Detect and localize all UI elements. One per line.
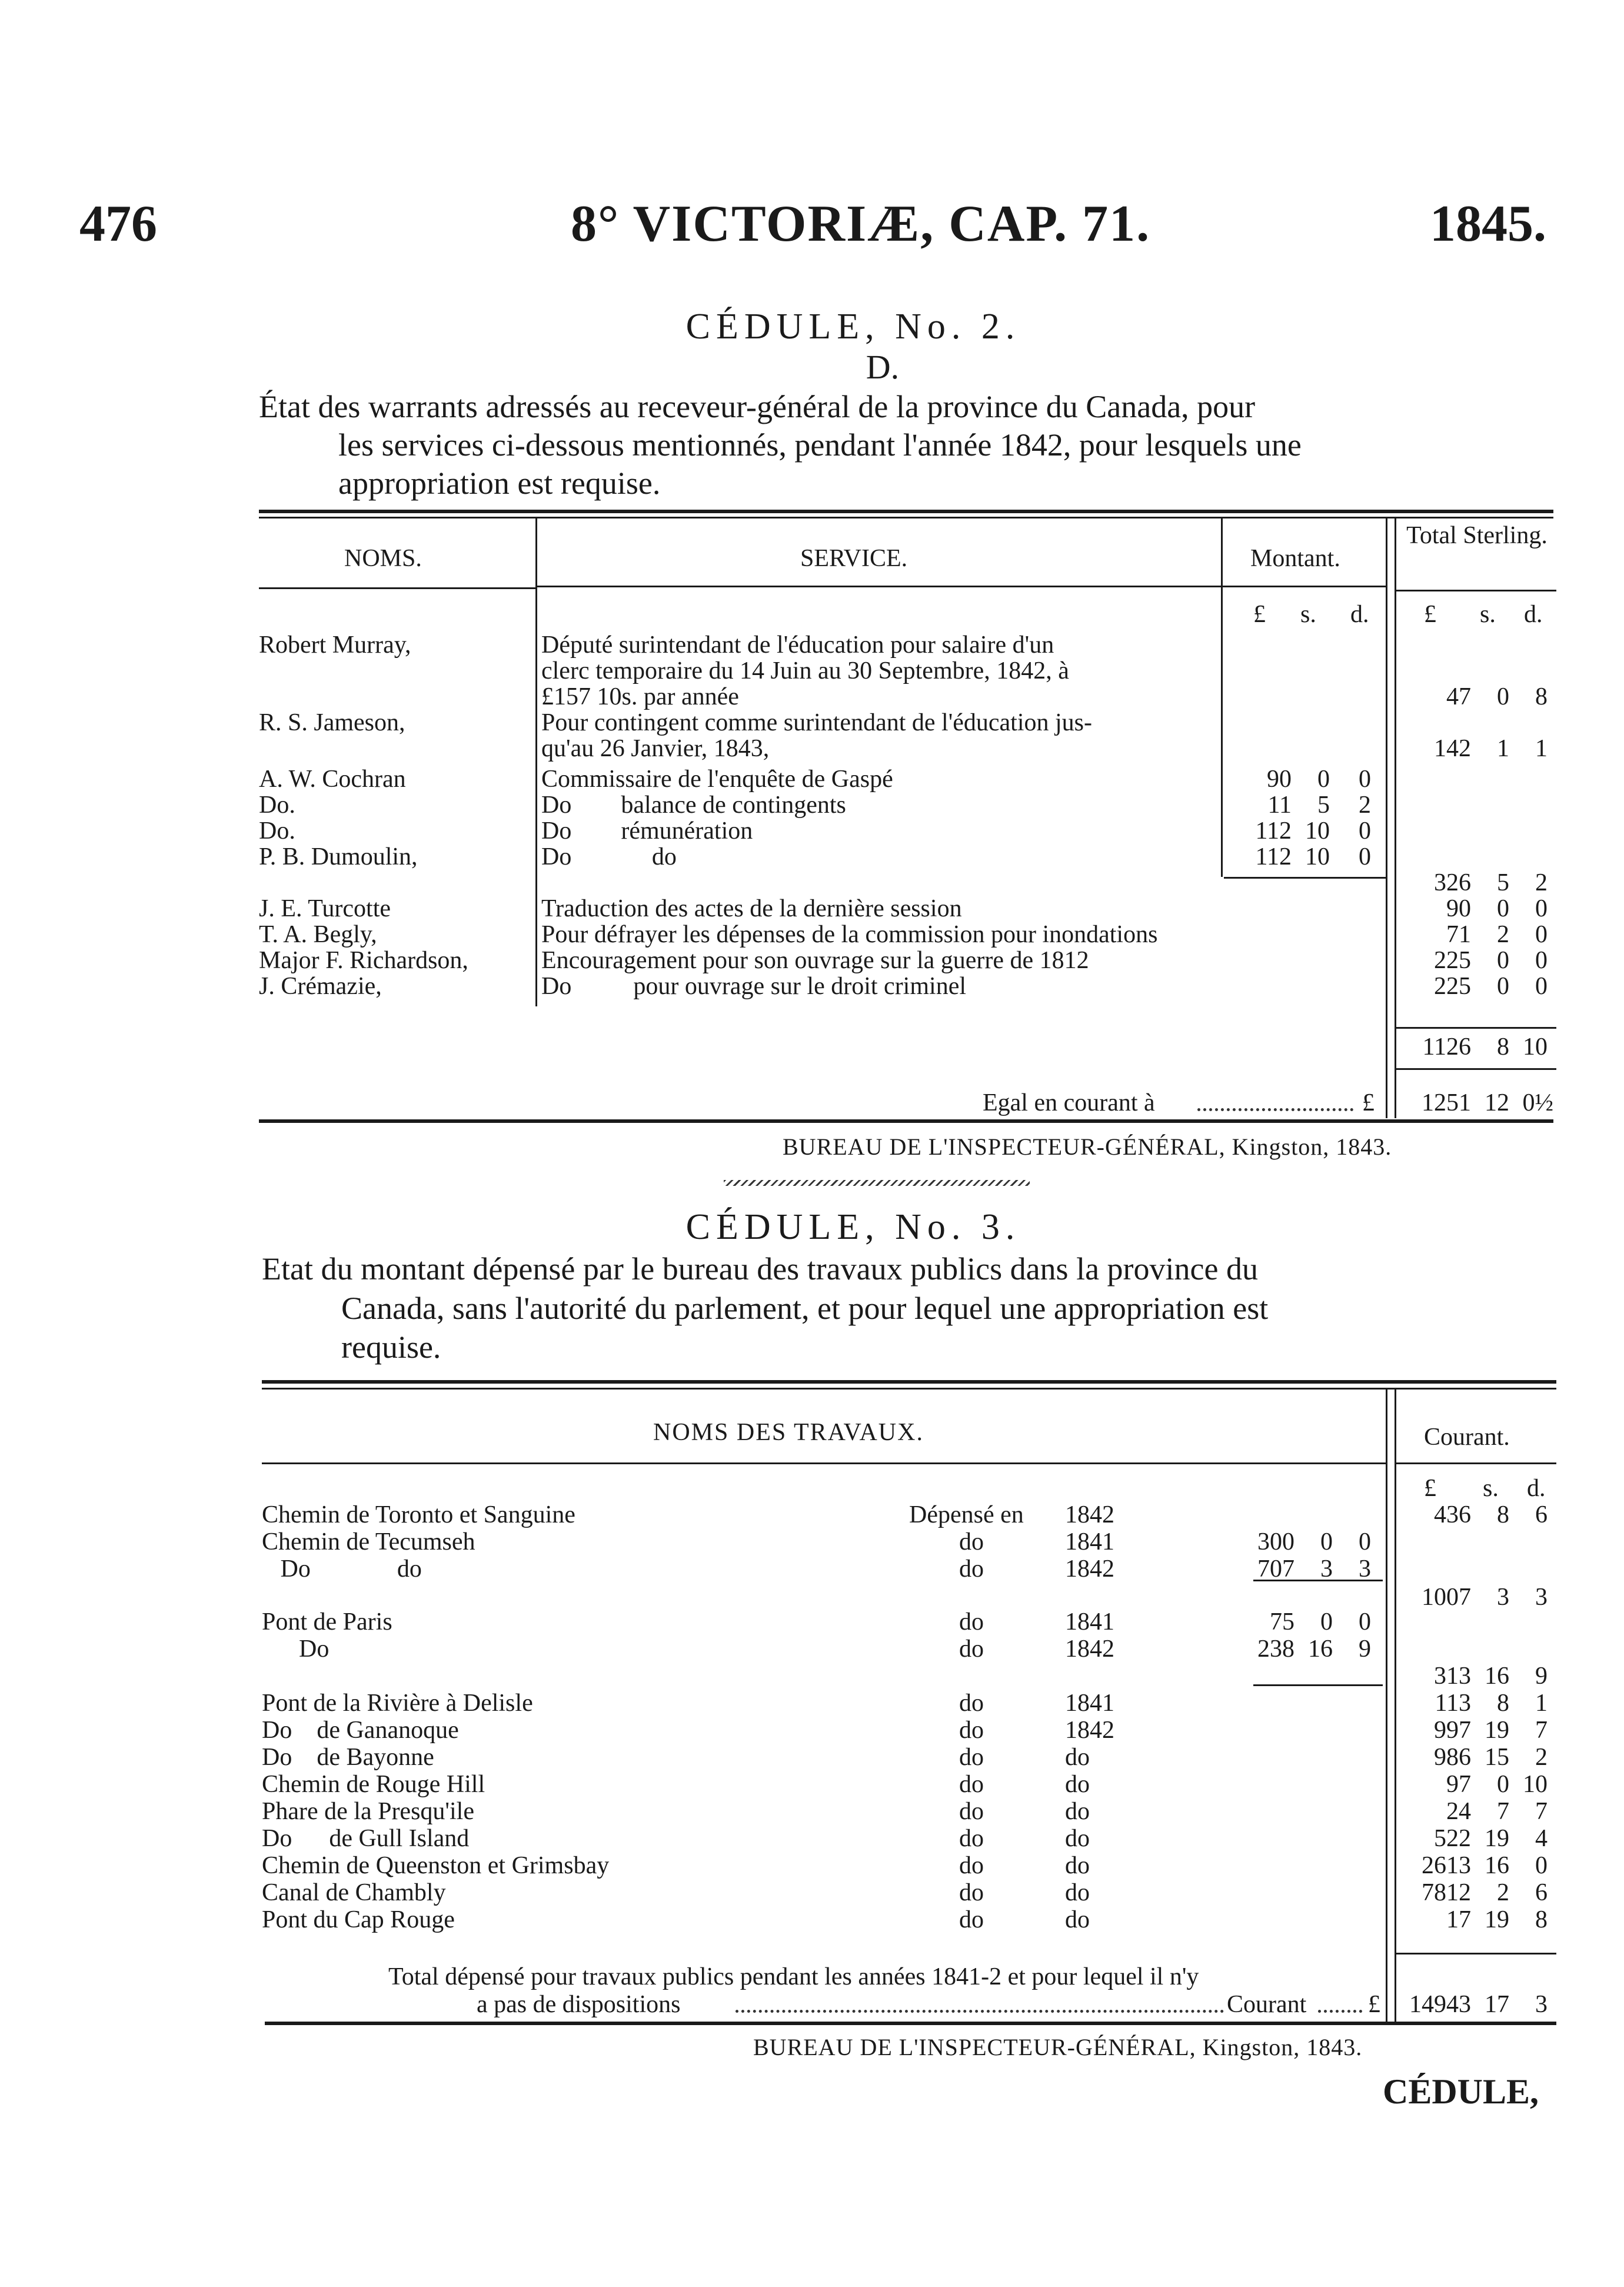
courant-d: 7	[1535, 1798, 1548, 1825]
equal-l: 1251	[1422, 1089, 1471, 1116]
spent-year: 1842	[1065, 1636, 1114, 1663]
work-name: Canal de Chambly	[262, 1879, 446, 1906]
subtotal-l: 1126	[1422, 1033, 1471, 1061]
montant-d: 0	[1359, 817, 1371, 845]
montant-d: 2	[1359, 792, 1371, 819]
work-name: Chemin de Tecumseh	[262, 1528, 475, 1555]
page-year: 1845.	[1430, 195, 1546, 252]
equal-s: 12	[1485, 1089, 1509, 1116]
montant-d: 0	[1359, 766, 1371, 793]
work-name: Pont du Cap Rouge	[262, 1906, 455, 1933]
s3-intro-line-3: requise.	[341, 1329, 441, 1365]
amount-d: 0	[1359, 1608, 1371, 1636]
total-currency: £	[1368, 1991, 1380, 2018]
courant-l: 24	[1446, 1798, 1471, 1825]
amount-s: 16	[1308, 1636, 1333, 1663]
total-d: 8	[1535, 683, 1548, 710]
spent-label: do	[959, 1690, 984, 1717]
service-cell: Encouragement pour son ouvrage sur la guerre de 1812	[541, 947, 1089, 974]
total-d: 0	[1535, 973, 1548, 1000]
spent-year: 1841	[1065, 1608, 1114, 1636]
name-cell: Robert Murray,	[259, 631, 411, 659]
courant-l: 113	[1435, 1690, 1471, 1717]
spent-label: do	[959, 1825, 984, 1852]
name-cell: R. S. Jameson,	[259, 709, 405, 736]
work-name: Pont de Paris	[262, 1608, 392, 1636]
courant-s: 16	[1485, 1663, 1509, 1690]
courant-l: 97	[1446, 1771, 1471, 1798]
subtotal-s: 8	[1497, 1033, 1509, 1061]
montant-s: 0	[1317, 766, 1330, 793]
montant-l: 90	[1267, 766, 1292, 793]
name-cell: Major F. Richardson,	[259, 947, 468, 974]
spent-label: do	[959, 1555, 984, 1583]
name-cell: P. B. Dumoulin,	[259, 843, 418, 870]
courant-l: 522	[1434, 1825, 1471, 1852]
work-name: Chemin de Toronto et Sanguine	[262, 1501, 575, 1528]
spent-label: do	[959, 1744, 984, 1771]
montant-l: 11	[1267, 792, 1292, 819]
column-header-travaux: NOMS DES TRAVAUX.	[653, 1419, 924, 1446]
total-d: 2	[1535, 869, 1548, 896]
column-header-noms: NOMS.	[344, 545, 422, 572]
total-s: 2	[1497, 921, 1509, 948]
montant-d: 0	[1359, 843, 1371, 870]
column-header-montant: Montant.	[1250, 545, 1340, 572]
amount-s: 0	[1320, 1528, 1333, 1555]
s3-intro-line-2: Canada, sans l'autorité du parlement, et pour lequel une appropriation est	[341, 1291, 1269, 1326]
courant-d: 4	[1535, 1825, 1548, 1852]
spent-label: do	[959, 1852, 984, 1879]
total-line-2: a pas de dispositions	[477, 1991, 681, 2018]
courant-l: 313	[1434, 1663, 1471, 1690]
section-heading-2: CÉDULE, No. 2.	[685, 307, 1021, 347]
grand-total-l: 14943	[1409, 1991, 1471, 2018]
bureau-signature-3: BUREAU DE L'INSPECTEUR-GÉNÉRAL, Kingston, 1843.	[753, 2034, 1363, 2060]
work-name: Phare de la Presqu'ile	[262, 1798, 474, 1825]
work-name: Do de Bayonne	[262, 1744, 434, 1771]
intro-line-2: les services ci-dessous mentionnés, pendant l'année 1842, pour lesquels une	[338, 427, 1302, 463]
total-s: 0	[1497, 683, 1509, 710]
spent-year: 1841	[1065, 1528, 1114, 1555]
name-cell: Do.	[259, 792, 295, 819]
montant-l-head: £	[1253, 601, 1266, 628]
amount-rule	[1253, 1580, 1383, 1581]
work-name: Do de Gull Island	[262, 1825, 470, 1852]
spent-year: do	[1065, 1852, 1090, 1879]
spent-label: do	[959, 1528, 984, 1555]
courant-l: 1007	[1422, 1584, 1471, 1611]
amount-d: 3	[1359, 1555, 1371, 1583]
spent-year: 1841	[1065, 1690, 1114, 1717]
spent-label: do	[959, 1608, 984, 1636]
courant-s: 19	[1485, 1717, 1509, 1744]
total-courant-label: Courant	[1227, 1991, 1307, 2018]
page-title: 8° VICTORIÆ, CAP. 71.	[571, 195, 1151, 252]
courant-s: 15	[1485, 1744, 1509, 1771]
intro-line-3: appropriation est requise.	[338, 466, 661, 501]
courant-s: 7	[1497, 1798, 1509, 1825]
courant-l: 436	[1434, 1501, 1471, 1528]
service-cell: Député surintendant de l'éducation pour salaire d'un	[541, 631, 1054, 659]
courant-d: 9	[1535, 1663, 1548, 1690]
courant-s: 2	[1497, 1879, 1509, 1906]
total-s: 0	[1497, 973, 1509, 1000]
amount-l: 300	[1257, 1528, 1294, 1555]
equal-label: Egal en courant à	[983, 1089, 1155, 1116]
name-cell: T. A. Begly,	[259, 921, 377, 948]
service-cell: £157 10s. par année	[541, 683, 739, 710]
column-header-total: Total Sterling.	[1406, 522, 1548, 549]
intro-line-1: État des warrants adressés au receveur-général de la province du Canada, pour	[259, 389, 1256, 424]
spent-year: do	[1065, 1798, 1090, 1825]
courant-d: 10	[1523, 1771, 1548, 1798]
amount-l: 75	[1270, 1608, 1294, 1636]
courant-s: 19	[1485, 1825, 1509, 1852]
work-name: Chemin de Rouge Hill	[262, 1771, 485, 1798]
service-cell: Pour défrayer les dépenses de la commission pour inondations	[541, 921, 1158, 948]
courant-s: 16	[1485, 1852, 1509, 1879]
total-l: 225	[1434, 947, 1471, 974]
montant-s: 10	[1305, 843, 1330, 870]
amount-s: 3	[1320, 1555, 1333, 1583]
equal-d: 0½	[1522, 1089, 1553, 1116]
total-s: 0	[1497, 947, 1509, 974]
column-header-service: SERVICE.	[800, 545, 908, 572]
amount-l: 707	[1257, 1555, 1294, 1583]
name-cell: J. E. Turcotte	[259, 895, 391, 922]
bureau-signature-2: BUREAU DE L'INSPECTEUR-GÉNÉRAL, Kingston, 1843.	[783, 1133, 1392, 1160]
courant-l: 17	[1446, 1906, 1471, 1933]
service-cell: qu'au 26 Janvier, 1843,	[541, 735, 770, 762]
total-l: 326	[1434, 869, 1471, 896]
name-cell: Do.	[259, 817, 295, 845]
courant-d: 2	[1535, 1744, 1548, 1771]
courant-d: 7	[1535, 1717, 1548, 1744]
courant-d: 8	[1535, 1906, 1548, 1933]
montant-s: 5	[1317, 792, 1330, 819]
work-name: Do do	[262, 1555, 422, 1583]
courant-s: 0	[1497, 1771, 1509, 1798]
courant-d-head: d.	[1527, 1475, 1546, 1502]
total-l-head: £	[1424, 601, 1436, 628]
total-s: 1	[1497, 735, 1509, 762]
courant-d: 6	[1535, 1501, 1548, 1528]
work-name: Chemin de Queenston et Grimsbay	[262, 1852, 610, 1879]
amount-d: 0	[1359, 1528, 1371, 1555]
spent-label: do	[959, 1717, 984, 1744]
courant-s: 8	[1497, 1690, 1509, 1717]
grand-total-d: 3	[1535, 1991, 1548, 2018]
name-cell: J. Crémazie,	[259, 973, 382, 1000]
courant-d: 0	[1535, 1852, 1548, 1879]
subtotal-d: 10	[1523, 1033, 1548, 1061]
spent-year: do	[1065, 1906, 1090, 1933]
equal-currency: £	[1362, 1089, 1375, 1116]
total-d: 0	[1535, 895, 1548, 922]
spent-year: 1842	[1065, 1717, 1114, 1744]
spent-label: do	[959, 1771, 984, 1798]
total-d: 0	[1535, 921, 1548, 948]
service-cell: Commissaire de l'enquête de Gaspé	[541, 766, 893, 793]
column-header-courant: Courant.	[1424, 1424, 1510, 1451]
total-d-head: d.	[1524, 601, 1543, 628]
total-l: 71	[1446, 921, 1471, 948]
service-cell: Traduction des actes de la dernière session	[541, 895, 962, 922]
total-s-head: s.	[1480, 601, 1496, 628]
spent-label: Dépensé en	[909, 1501, 1024, 1528]
amount-l: 238	[1257, 1636, 1294, 1663]
amount-d: 9	[1359, 1636, 1371, 1663]
montant-l: 112	[1255, 843, 1292, 870]
courant-d: 3	[1535, 1584, 1548, 1611]
catchword: CÉDULE,	[1383, 2072, 1539, 2111]
spent-year: do	[1065, 1744, 1090, 1771]
service-cell: Pour contingent comme surintendant de l'éducation jus-	[541, 709, 1093, 736]
spent-year: do	[1065, 1771, 1090, 1798]
section-heading-3: CÉDULE, No. 3.	[685, 1207, 1021, 1247]
service-cell: clerc temporaire du 14 Juin au 30 Septembre, 1842, à	[541, 657, 1069, 684]
total-d: 1	[1535, 735, 1548, 762]
courant-s: 3	[1497, 1584, 1509, 1611]
page-number: 476	[79, 195, 157, 252]
total-l: 142	[1434, 735, 1471, 762]
spent-year: 1842	[1065, 1501, 1114, 1528]
courant-s-head: s.	[1483, 1475, 1499, 1502]
total-s: 5	[1497, 869, 1509, 896]
spent-year: 1842	[1065, 1555, 1114, 1583]
total-d: 0	[1535, 947, 1548, 974]
spent-label: do	[959, 1636, 984, 1663]
courant-l-head: £	[1424, 1475, 1436, 1502]
service-cell: Do balance de contingents	[541, 792, 846, 819]
section-letter: D.	[866, 348, 900, 386]
service-cell: Do rémunération	[541, 817, 753, 845]
courant-l: 7812	[1422, 1879, 1471, 1906]
grand-total-s: 17	[1485, 1991, 1509, 2018]
wavy-divider	[724, 1180, 1030, 1186]
spent-year: do	[1065, 1879, 1090, 1906]
table-rule-top	[259, 510, 1553, 513]
total-l: 90	[1446, 895, 1471, 922]
montant-rule	[1224, 877, 1386, 879]
courant-l: 997	[1434, 1717, 1471, 1744]
work-name: Do	[262, 1636, 330, 1663]
work-name: Pont de la Rivière à Delisle	[262, 1690, 533, 1717]
total-line-1: Total dépensé pour travaux publics pendant les années 1841-2 et pour lequel il n'y	[388, 1963, 1199, 1990]
service-cell: Do do	[541, 843, 677, 870]
name-cell: A. W. Cochran	[259, 766, 406, 793]
spent-label: do	[959, 1798, 984, 1825]
spent-label: do	[959, 1879, 984, 1906]
montant-s: 10	[1305, 817, 1330, 845]
courant-d: 6	[1535, 1879, 1548, 1906]
montant-d-head: d.	[1350, 601, 1369, 628]
total-s: 0	[1497, 895, 1509, 922]
amount-s: 0	[1320, 1608, 1333, 1636]
montant-l: 112	[1255, 817, 1292, 845]
courant-d: 1	[1535, 1690, 1548, 1717]
spent-label: do	[959, 1906, 984, 1933]
spent-year: do	[1065, 1825, 1090, 1852]
work-name: Do de Gananoque	[262, 1717, 459, 1744]
s3-intro-line-1: Etat du montant dépensé par le bureau des travaux publics dans la province du	[262, 1251, 1258, 1287]
total-l: 47	[1446, 683, 1471, 710]
montant-s-head: s.	[1300, 601, 1316, 628]
service-cell: Do pour ouvrage sur le droit criminel	[541, 973, 966, 1000]
courant-l: 986	[1434, 1744, 1471, 1771]
amount-rule	[1253, 1684, 1383, 1686]
total-l: 225	[1434, 973, 1471, 1000]
courant-s: 8	[1497, 1501, 1509, 1528]
courant-s: 19	[1485, 1906, 1509, 1933]
courant-l: 2613	[1422, 1852, 1471, 1879]
